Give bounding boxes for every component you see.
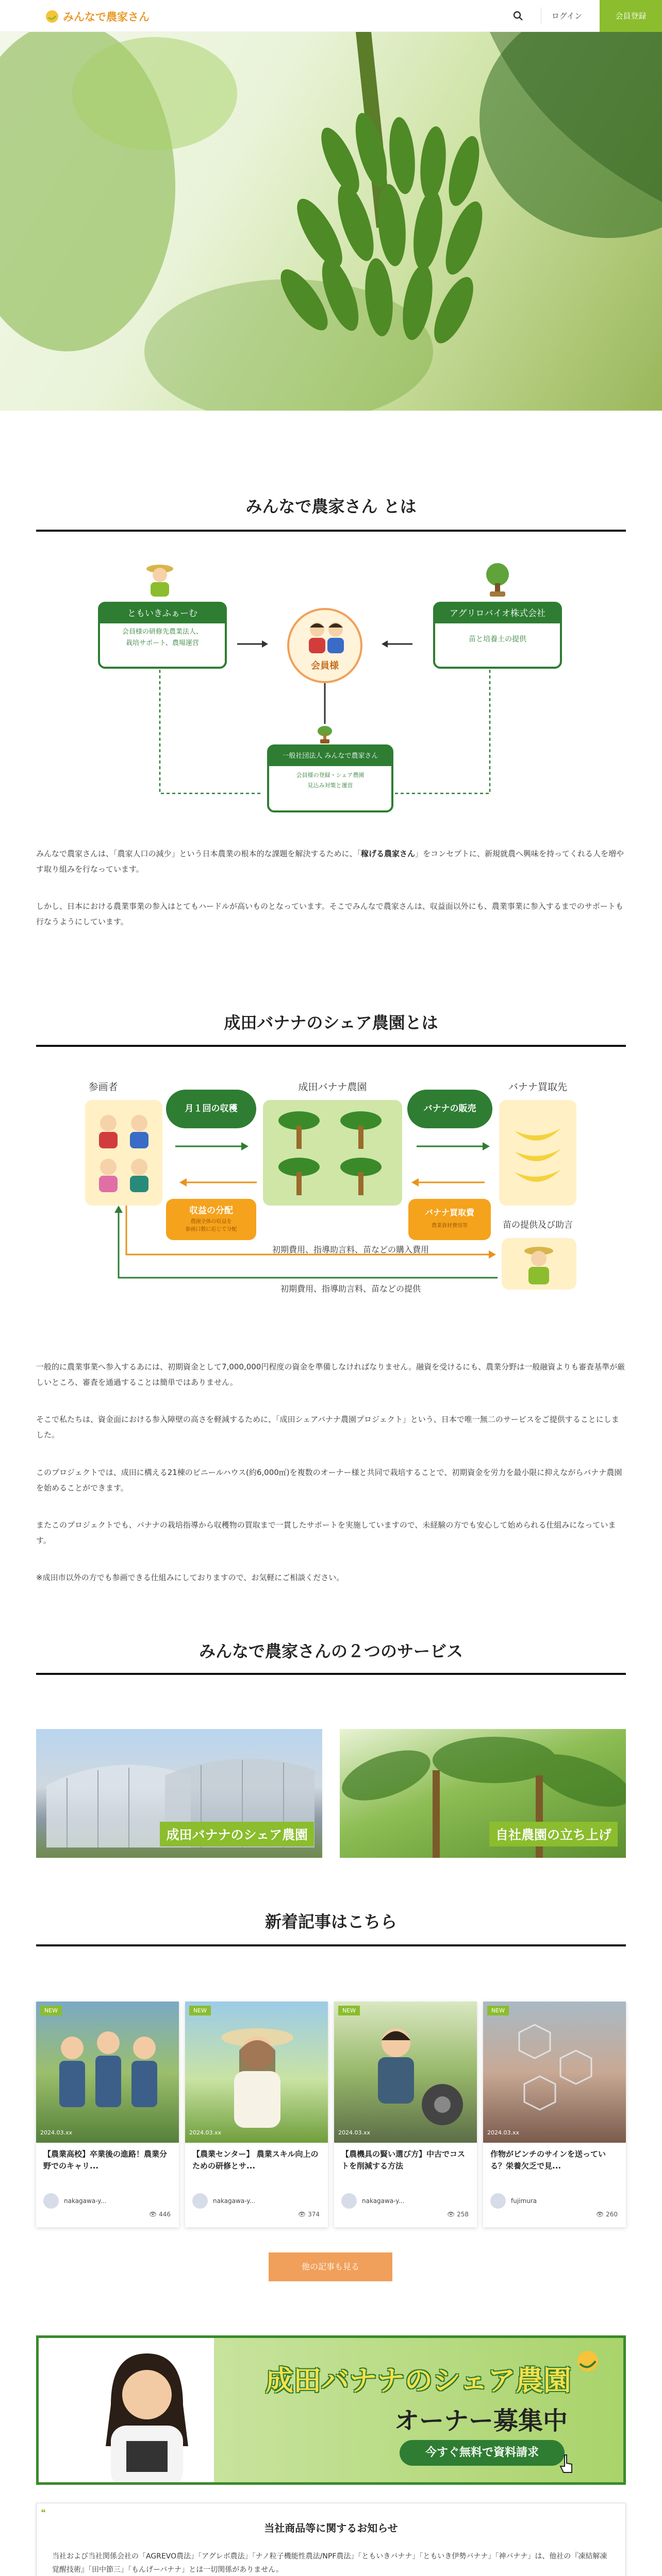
article-author: nakagawa-y... (192, 2193, 255, 2209)
left-box (98, 602, 227, 669)
article-thumbnail (36, 2002, 179, 2143)
article-card[interactable] (36, 2002, 179, 2227)
banana-sale-tag: バナナの販売 (407, 1090, 492, 1128)
articles-heading: 新着記事はこちら (264, 1912, 397, 1931)
article-views: 👁 258 (447, 2211, 469, 2218)
banner-title: 成田バナナのシェア農園 (266, 2364, 571, 2397)
article-thumbnail (334, 2002, 477, 2143)
article-title[interactable]: 【農業センター】 農業スキル向上のための研修とサ... (192, 2149, 319, 2171)
farm-label: 成田バナナ農園 (298, 1081, 367, 1093)
left-box-line1: 会員様の研修先農業法人、 (122, 628, 203, 636)
login-link[interactable]: ログイン (541, 7, 592, 25)
cost-line-1: 初期費用、指導助言料、苗などの購入費用 (272, 1245, 429, 1255)
site-logo[interactable] (45, 9, 150, 24)
article-date: 2024.03.xx (487, 2129, 520, 2136)
article-title[interactable]: 【農業高校】卒業後の進路！農業分野でのキャリ... (43, 2149, 168, 2171)
avatar (341, 2193, 357, 2209)
avatar (43, 2193, 59, 2209)
concept-bold: 稼げる農家さん (361, 849, 416, 858)
profit-label: 収益の分配 (189, 1206, 233, 1216)
share-paragraph-3: このプロジェクトでは、成田に構える21棟のビニールハウス(約6,000㎡)を複数のオーナー様と共同で栽培することで、初期資金を労力を最小限に抑えながらバナナ農園を始めることができます。 (36, 1468, 622, 1493)
avatar (192, 2193, 208, 2209)
buy-cost-tag: バナナ買取費 農業資材費用等 (408, 1199, 491, 1240)
article-thumbnail (185, 2002, 328, 2143)
about-paragraph-1: みんなで農家さんは、「農家人口の減少」という日本農業の根本的な課題を解決するために、「稼げる農家さん」をコンセプトに、新規就農へ興味を持ってくれる人を増やす取り組みを行なっています。 (36, 849, 624, 874)
share-paragraph-1: 一般的に農業事業へ参入するあには、初期資金として7,000,000円程度の資金を準備しなければなりません。融資を受けるにも、農業分野は一般融資よりも審査基準が厳しいところ、審査を通過することは簡単ではありません。 (36, 1362, 625, 1387)
article-views: 👁 260 (596, 2211, 618, 2218)
article-date: 2024.03.xx (40, 2129, 73, 2136)
bottom-box-title: 一般社団法人 みんなで農家さん (269, 747, 391, 766)
article-author: nakagawa-y... (43, 2193, 106, 2209)
member-circle (287, 608, 362, 683)
monthly-harvest-tag: 月１回の収穫 (166, 1090, 256, 1128)
register-button[interactable]: 会員登録 (600, 0, 662, 32)
share-heading: 成田バナナのシェア農園とは (224, 1013, 438, 1032)
member-label: 会員様 (311, 660, 339, 671)
buy-cost-label: バナナ買取費 (424, 1208, 474, 1217)
eye-icon: 👁 (149, 2211, 159, 2218)
eye-icon: 👁 (298, 2211, 308, 2218)
bottom-box-line1: 会員様の登録・シェア農園 (296, 772, 365, 778)
cursor-hand-icon (559, 2454, 575, 2475)
article-card[interactable] (334, 2002, 477, 2227)
right-box (433, 602, 562, 669)
farmer-icon (144, 562, 175, 598)
new-badge: NEW (338, 2006, 360, 2015)
share-diagram (36, 1079, 626, 1337)
notice-body: 当社および当社関係会社の「AGREVO農法」「アグレボ農法」「ナノ粒子機能性農法/NPF農法」「ともいきバナナ」「ともいき伊勢バナナ」「神バナナ」は、他社の『凍結解凍覚醒技術』「田中節三」「もんげーバナナ」とは一切関係がありません。 (52, 2552, 607, 2574)
new-badge: NEW (487, 2006, 509, 2015)
service-label-own-farm: 自社農園の立ち上げ (489, 1822, 618, 1846)
seedling-tree-icon (485, 562, 510, 598)
divider (36, 530, 626, 532)
article-views: 👁 446 (149, 2211, 171, 2218)
eye-icon: 👁 (447, 2211, 457, 2218)
eye-icon: 👁 (596, 2211, 606, 2218)
site-header (0, 0, 662, 32)
services-heading: みんなで農家さんの２つのサービス (198, 1641, 463, 1661)
members-label: 参画者 (88, 1081, 118, 1093)
woman-photo (80, 2343, 214, 2485)
quote-open-icon: ❝ (41, 2507, 46, 2518)
service-card-own-farm[interactable] (340, 1729, 626, 1858)
article-title[interactable]: 作物がピンチのサインを送っている？栄養欠乏で見... (490, 2149, 606, 2171)
notice-box (36, 2503, 626, 2576)
right-box-title: アグリロバイオ株式会社 (435, 604, 560, 623)
notice-title: 当社商品等に関するお知らせ (264, 2522, 398, 2534)
article-thumbnail (483, 2002, 626, 2143)
banana-logo-icon (570, 2348, 606, 2379)
bottom-box-line2: 見込み対策と運営 (307, 782, 353, 789)
left-box-title: ともいきふぁーむ (100, 604, 225, 623)
share-arrows (36, 1079, 626, 1337)
right-box-body: 苗と培養土の提供 (469, 635, 526, 643)
people-icon (301, 619, 352, 655)
about-diagram (36, 562, 626, 829)
service-label-share-farm: 成田バナナのシェア農園 (160, 1822, 314, 1846)
divider (36, 1045, 626, 1047)
new-badge: NEW (40, 2006, 62, 2015)
left-box-line2: 栽培サポート、農場運営 (126, 639, 199, 647)
avatar (490, 2193, 506, 2209)
article-author: nakagawa-y... (341, 2193, 404, 2209)
share-paragraph-4: またこのプロジェクトでも、バナナの栽培指導から収穫物の買取まで一貫したサポートを実施していますので、未経験の方でも安心して始められる仕組みになっています。 (36, 1520, 616, 1545)
search-icon[interactable] (512, 10, 524, 22)
article-card[interactable] (483, 2002, 626, 2227)
banana-tree-icon (317, 724, 333, 744)
buyer-label: バナナ買取先 (508, 1081, 567, 1093)
share-paragraph-5: ※成田市以外の方でも参画できる仕組みにしておりますので、お気軽にご相談ください。 (36, 1573, 344, 1582)
owner-recruit-banner[interactable] (36, 2335, 626, 2485)
banana-logo-icon (45, 10, 59, 23)
more-articles-button[interactable]: 他の記事も見る (269, 2252, 392, 2281)
divider (36, 1944, 626, 1946)
divider (36, 1673, 626, 1675)
article-card[interactable] (185, 2002, 328, 2227)
article-author: fujimura (490, 2193, 537, 2209)
article-date: 2024.03.xx (338, 2129, 371, 2136)
about-heading: みんなで農家さん とは (245, 497, 417, 516)
seedling-label: 苗の提供及び助言 (503, 1220, 573, 1230)
hero-banana-image (0, 32, 662, 411)
banner-cta-button[interactable]: 今すぐ無料で資料請求 (400, 2440, 565, 2466)
bottom-box (267, 744, 393, 812)
profit-tag: 収益の分配 農園全体の収益を 参画口数に応じて分配 (166, 1199, 256, 1240)
article-title[interactable]: 【農機具の賢い選び方】中古でコストを削減する方法 (341, 2149, 466, 2171)
article-views: 👁 374 (298, 2211, 320, 2218)
about-paragraph-2: しかし、日本における農業事業の参入はとてもハードルが高いものとなっています。そこでみんなで農家さんは、収益面以外にも、農業事業に参入するまでのサポートも行なうようにしています。 (36, 902, 623, 926)
logo-text: みんなで農家さん (63, 11, 150, 23)
banner-subtitle: オーナー募集中 (394, 2406, 568, 2435)
share-paragraph-2: そこで私たちは、資金面における参入障壁の高さを軽減するために、「成田シェアバナナ農園プロジェクト」という、日本で唯一無二のサービスをご提供することにしました。 (36, 1415, 619, 1439)
service-card-share-farm[interactable] (36, 1729, 322, 1858)
article-date: 2024.03.xx (189, 2129, 222, 2136)
new-badge: NEW (189, 2006, 211, 2015)
cost-line-2: 初期費用、指導助言料、苗などの提供 (280, 1284, 421, 1294)
